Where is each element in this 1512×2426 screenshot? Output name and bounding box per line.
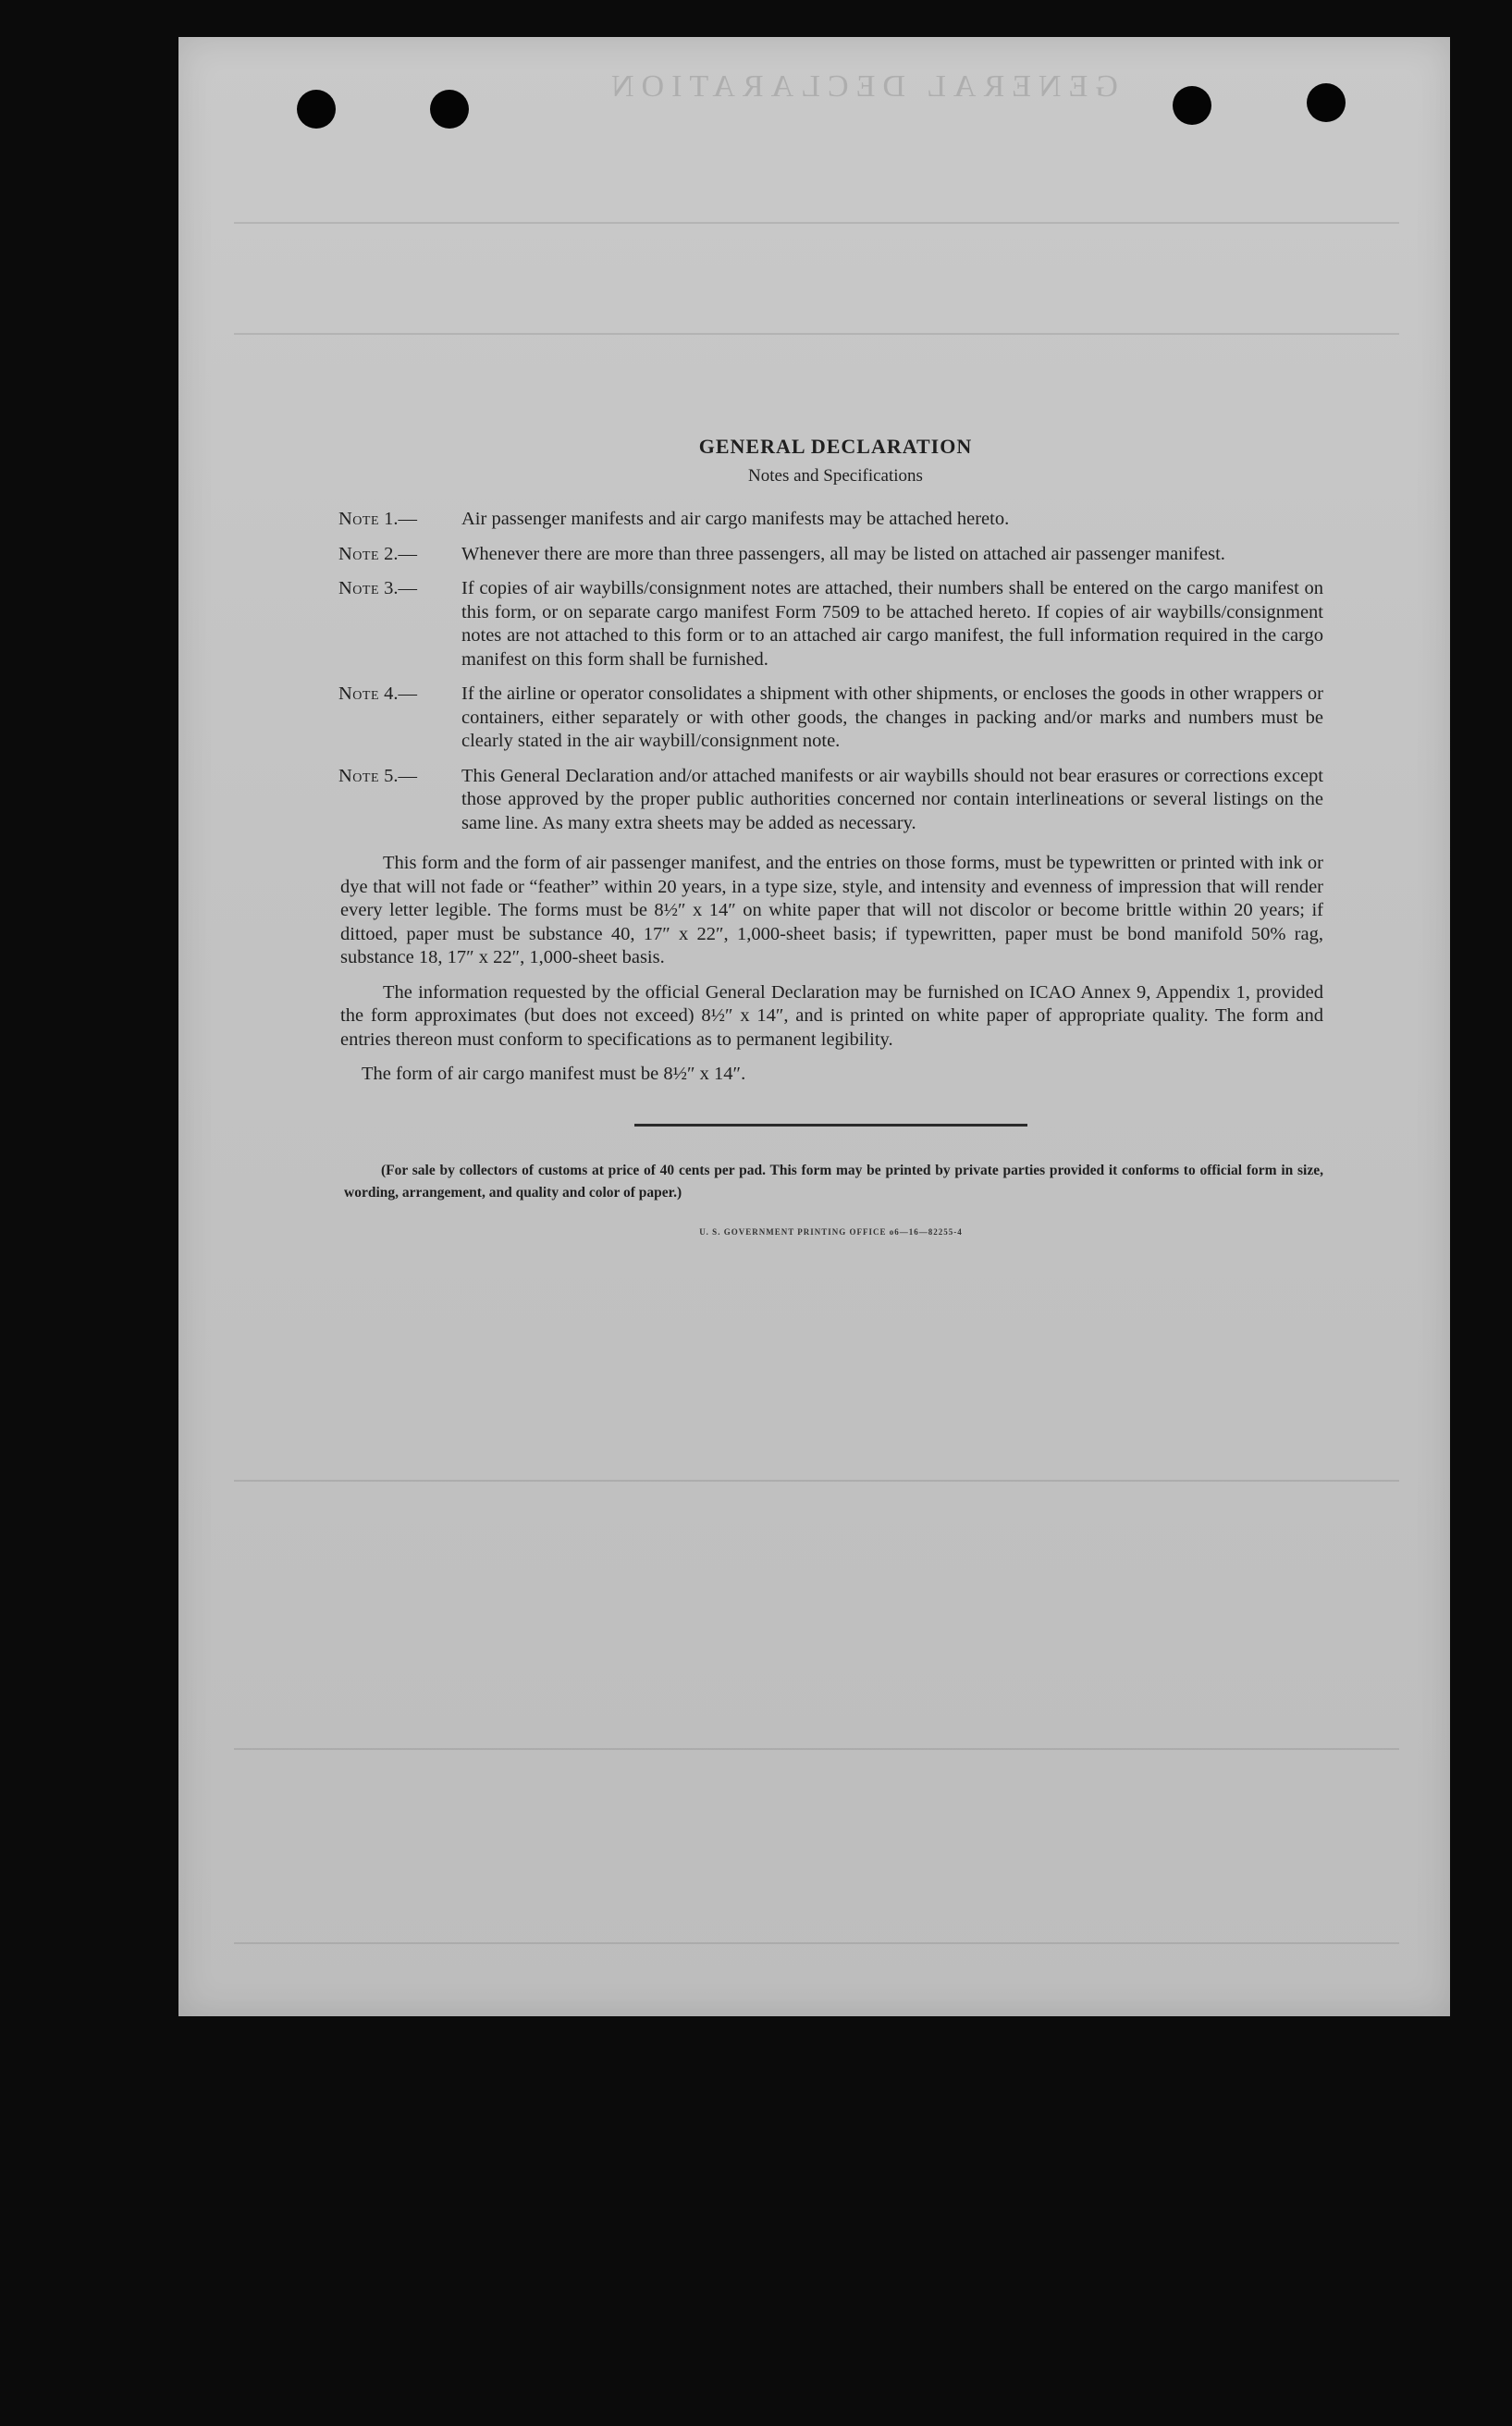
note-number: 1.— — [384, 509, 418, 529]
show-through-line — [234, 333, 1399, 335]
note-label — [338, 543, 461, 567]
note-number: 4.— — [384, 683, 418, 704]
document-title: GENERAL DECLARATION — [698, 435, 973, 458]
sale-notice: (For sale by collectors of customs at price of 40 cents per pad. This form may be printed by private parties provided it conforms to official form in size, wording, arrangement, and quality and color of paper.) — [344, 1162, 1323, 1201]
note-word: Note — [338, 765, 380, 786]
punch-hole — [297, 90, 336, 129]
punch-hole — [1307, 83, 1346, 122]
note-label — [338, 508, 461, 532]
note-label — [338, 765, 461, 789]
note-text: This General Declaration and/or attached manifests or air waybills should not bear erasures or corrections except those approved by the proper public authorities concerned nor contain interlineations or several listings on the same line. As many extra sheets may be added as necessary. — [461, 765, 1323, 833]
scan-background — [0, 0, 178, 2016]
show-through-line — [234, 1942, 1399, 1944]
note-number: 3.— — [384, 578, 418, 598]
note-5 — [338, 765, 1323, 836]
note-3 — [338, 577, 1323, 671]
paragraph-form-specs: This form and the form of air passenger manifest, and the entries on those forms, must be typewritten or printed with ink or dye that will not fade or “feather” within 20 years, in a type size, style, and intensity and evenness of impression that will render every letter legible. The forms must be 8½″ x 14″ on white paper that will not discolor or become brittle within 20 years; if dittoed, paper must be substance 40, 17″ x 22″, 1,000-sheet basis; if typewritten, paper must be bond manifold 50% rag, substance 18, 17″ x 22″, 1,000-sheet basis. — [340, 853, 1323, 967]
punch-hole — [430, 90, 469, 129]
show-through-line — [234, 1480, 1399, 1482]
note-number: 2.— — [384, 543, 418, 564]
note-word: Note — [338, 683, 380, 704]
note-label — [338, 683, 461, 707]
show-through-line — [234, 222, 1399, 224]
note-2 — [338, 543, 1323, 567]
divider-rule — [634, 1124, 1027, 1127]
paragraph-cargo-size: The form of air cargo manifest must be 8½″ x 14″. — [362, 1064, 746, 1084]
note-word: Note — [338, 578, 380, 598]
punch-hole — [1173, 86, 1211, 125]
paragraph-icao: The information requested by the official General Declaration may be furnished on ICAO Annex 9, Appendix 1, provided the form approximates (but does not exceed) 8½″ x 14″, and is printed on white paper of appropriate quality. The form and entries thereon must conform to specifications as to permanent legibility. — [340, 981, 1323, 1050]
show-through-line — [234, 1748, 1399, 1750]
show-through-title: GENERAL DECLARATION — [604, 69, 1118, 104]
note-text: Air passenger manifests and air cargo manifests may be attached hereto. — [461, 509, 1010, 529]
gpo-imprint: U. S. GOVERNMENT PRINTING OFFICE o6—16—82255-4 — [699, 1226, 963, 1237]
note-text: Whenever there are more than three passengers, all may be listed on attached air passenger manifest. — [461, 543, 1225, 564]
note-word: Note — [338, 509, 380, 529]
note-number: 5.— — [384, 765, 418, 786]
document-subtitle: Notes and Specifications — [748, 465, 923, 486]
note-word: Note — [338, 543, 380, 564]
document-page — [178, 37, 1450, 2016]
note-text: If copies of air waybills/consignment notes are attached, their numbers shall be entered on the cargo manifest on this form, or on separate cargo manifest Form 7509 to be attached hereto. If copies of air waybills/consignment notes are not attached to this form or to an attached air cargo manifest, the full information required in the cargo manifest on this form shall be furnished. — [461, 578, 1323, 670]
document-body — [338, 435, 1323, 1244]
note-text: If the airline or operator consolidates a shipment with other shipments, or encloses the goods in other wrappers or containers, either separately or with other goods, the changes in packing and/or marks and numbers must be clearly stated in the air waybill/consignment note. — [461, 683, 1323, 751]
note-1 — [338, 508, 1323, 532]
note-label — [338, 577, 461, 601]
note-4 — [338, 683, 1323, 754]
